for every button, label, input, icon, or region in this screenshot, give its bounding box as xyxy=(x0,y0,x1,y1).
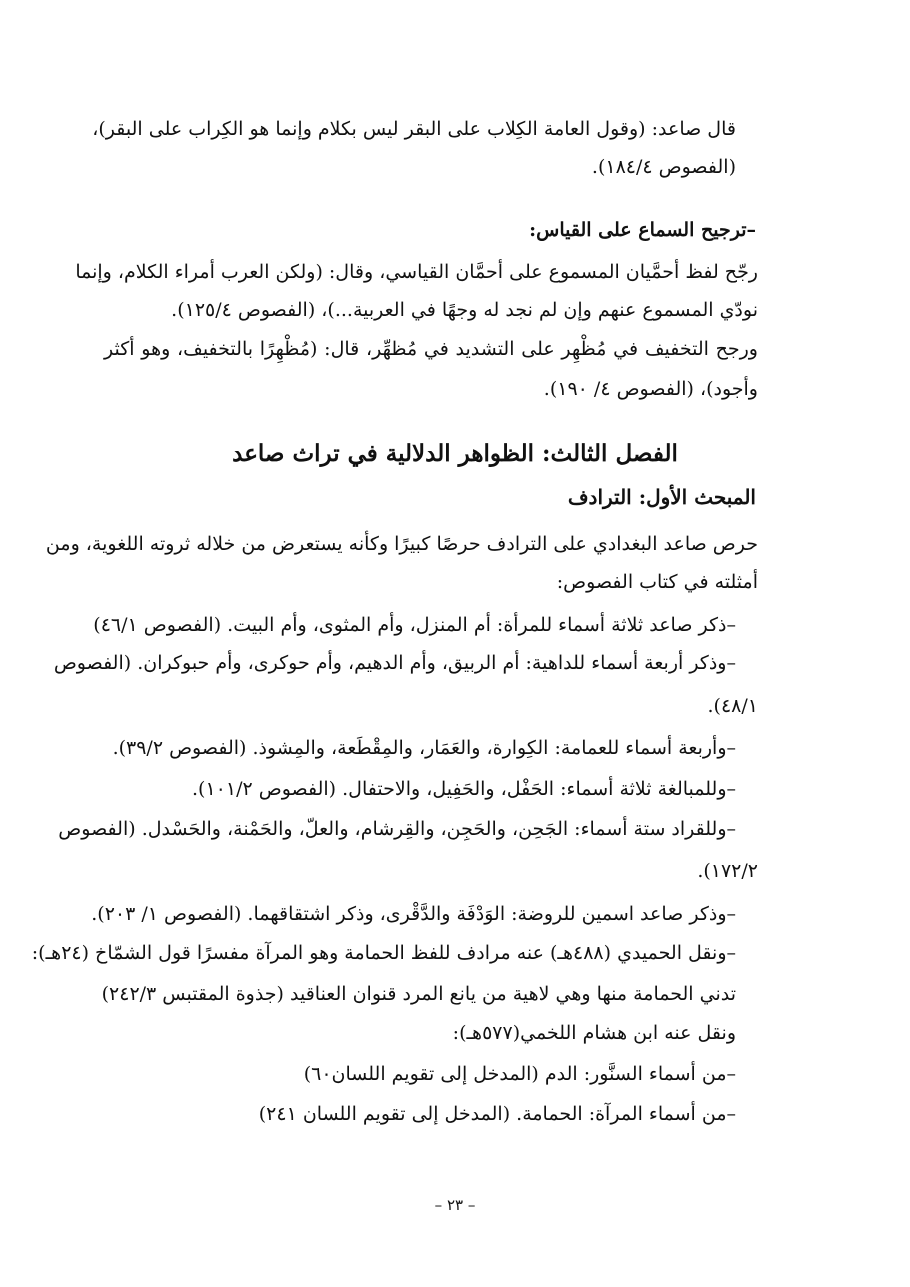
list-item-continued: ٤٨/١). xyxy=(707,695,758,717)
paragraph-line: ونقل عنه ابن هشام اللخمي(٥٧٧هـ): xyxy=(452,1022,736,1044)
paragraph-line: قال صاعد: (وقول العامة الكِلاب على البقر ليس بكلام وإنما هو الكِراب على البقر)، xyxy=(92,118,736,140)
poem-line: تدني الحمامة منها وهي لاهية من يانع المرد قنوان العناقيد (جذوة المقتبس ٢٤٢/٣) xyxy=(101,983,736,1005)
paragraph-line: رجّح لفظ أحمَّيان المسموع على أحمَّان القياسي، وقال: (ولكن العرب أمراء الكلام، وإنما xyxy=(75,261,758,283)
paragraph-line: حرص صاعد البغدادي على الترادف حرصًا كبيرًا وكأنه يستعرض من خلاله ثروته اللغوية، ومن xyxy=(45,533,758,555)
list-item: –وللمبالغة ثلاثة أسماء: الحَفْل، والحَفِيل، والاحتفال. (الفصوص ١٠١/٢). xyxy=(192,778,736,800)
list-item: –وذكر أربعة أسماء للداهية: أم الربيق، وأم الدهيم، وأم حوكرى، وأم حبوكران. (الفصوص xyxy=(53,652,736,674)
chapter-title: الفصل الثالث: الظواهر الدلالية في تراث صاعد xyxy=(232,440,678,467)
paragraph-line: ورجح التخفيف في مُظْهِر على التشديد في مُظهِّر، قال: (مُظْهِرًا بالتخفيف، وهو أكثر xyxy=(104,338,758,360)
list-item: –وللقراد ستة أسماء: الجَحِن، والحَجِن، والقِرشام، والعلّ، والحَمْنة، والحَسْدل. (الفصوص xyxy=(58,818,736,840)
list-item: –ذكر صاعد ثلاثة أسماء للمرأة: أم المنزل، وأم المثوى، وأم البيت. (الفصوص ٤٦/١) xyxy=(93,614,736,636)
list-item: –من أسماء السنَّور: الدم (المدخل إلى تقويم اللسان٦٠) xyxy=(303,1063,736,1085)
list-item: –من أسماء المرآة: الحمامة. (المدخل إلى تقويم اللسان ٢٤١) xyxy=(258,1103,736,1125)
paragraph-line: (الفصوص ١٨٤/٤). xyxy=(591,156,736,178)
section-title: المبحث الأول: الترادف xyxy=(567,485,756,509)
list-item-continued: ١٧٢/٢). xyxy=(697,860,758,882)
list-item: –ونقل الحميدي (٤٨٨هـ) عنه مرادف للفظ الحمامة وهو المرآة مفسرًا قول الشمّاخ (٢٤هـ): xyxy=(31,942,736,964)
paragraph-line: وأجود)، (الفصوص ٤/ ١٩٠). xyxy=(543,378,758,400)
list-item: –وذكر صاعد اسمين للروضة: الوَدْفَة والدَّقْرى، وذكر اشتقاقهما. (الفصوص ١/ ٢٠٣). xyxy=(91,903,736,925)
page-number: – ٢٣ – xyxy=(434,1196,476,1214)
paragraph-line: نودّي المسموع عنهم وإن لم نجد له وجهًا في العربية...)، (الفصوص ١٢٥/٤). xyxy=(171,299,758,321)
list-item: –وأربعة أسماء للعمامة: الكِوارة، والعَمَار، والمِقْطَعة، والمِشوذ. (الفصوص ٣٩/٢). xyxy=(112,737,736,759)
subheading: –ترجيح السماع على القياس: xyxy=(529,219,756,241)
paragraph-line: أمثلته في كتاب الفصوص: xyxy=(556,571,758,593)
